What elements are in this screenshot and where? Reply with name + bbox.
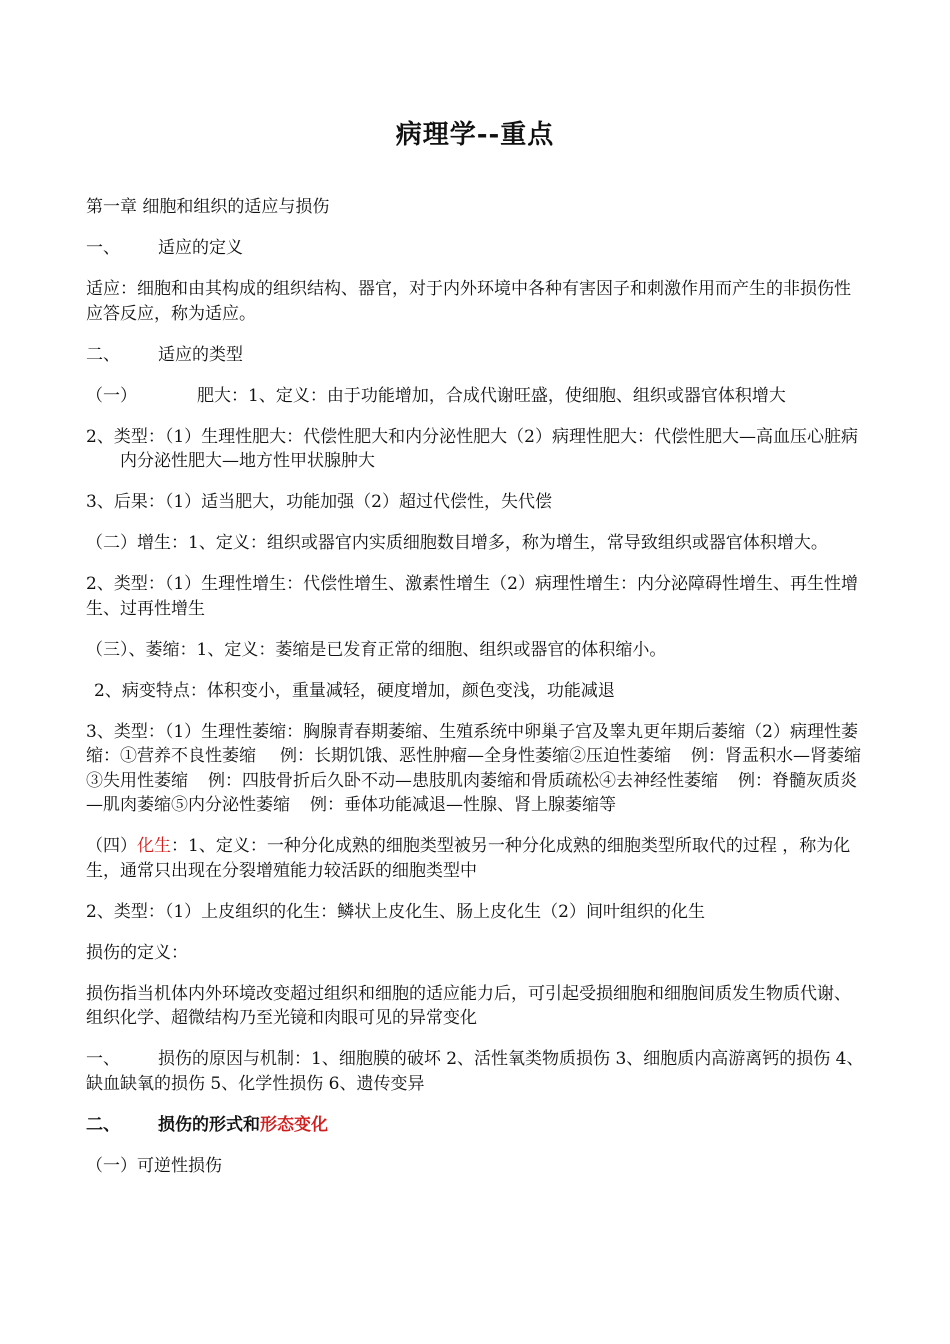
atrophy-definition: （三）、萎缩：1、定义：萎缩是已发育正常的细胞、组织或器官的体积缩小。 xyxy=(86,639,667,660)
hyperplasia-definition: （二）增生：1、定义：组织或器官内实质细胞数目增多，称为增生，常导致组织或器官体积增大。 xyxy=(86,533,828,553)
document-body xyxy=(86,195,866,1195)
item-text: 肥大：1、定义：由于功能增加，合成代谢旺盛，使细胞、组织或器官体积增大 xyxy=(197,385,786,406)
atrophy-features: 2、病变特点：体积变小，重量减轻，硬度增加，颜色变浅，功能减退 xyxy=(94,680,615,701)
item-text: ：1、定义：一种分化成熟的细胞类型被另一种分化成熟的细胞类型所取代的过程 ，称为化生，通常只出现在分裂增殖能力较活跃的细胞类型中 xyxy=(86,836,851,881)
hyperplasia-types: 2、类型：（1）生理性增生：代偿性增生、激素性增生（2）病理性增生：内分泌障碍性增生、再生性增生、过再性增生 xyxy=(86,574,858,619)
highlight-text: 化生 xyxy=(137,836,171,856)
item-text: 例：四肢骨折后久卧不动—患肢肌肉萎缩和骨质疏松④去神经性萎缩 xyxy=(208,770,718,791)
section-title: 损伤的形式和 xyxy=(158,1114,260,1135)
adaptation-definition: 适应：细胞和由其构成的组织结构、器官，对于内外环境中各种有害因子和刺激作用而产生的非损伤性应答反应，称为适应。 xyxy=(86,279,851,324)
section-adapt-types-heading xyxy=(86,343,866,368)
page-title: 病理学--重点 xyxy=(395,120,555,150)
reversible-injury-heading: （一）可逆性损伤 xyxy=(86,1155,222,1176)
section-number: 二、 xyxy=(86,344,120,365)
hypertrophy-result: 3、后果：（1）适当肥大，功能加强（2）超过代偿性，失代偿 xyxy=(86,492,552,512)
section-number: 一、 xyxy=(86,1049,120,1069)
injury-definition-heading: 损伤的定义： xyxy=(86,942,188,963)
item-label: （一） xyxy=(86,385,137,406)
item-text: 3、类型：（1）生理性萎缩：胸腺青春期萎缩、生殖系统中卵巢子宫及睾丸更年期后萎缩（2）病理性萎缩：①营养不良性萎缩 xyxy=(86,721,858,766)
item-text: 例：肾盂积水—肾萎缩 ③失用性萎缩 xyxy=(86,746,861,791)
item-text: 2、类型：（1）生理性肥大：代偿性肥大和内分泌性肥大（2）病理性肥大：代偿性肥大—高血压心脏病 xyxy=(86,426,858,447)
section-title: 适应的类型 xyxy=(158,344,243,365)
item-text: 例：脊髓灰质炎—肌肉萎缩⑤内分泌性萎缩 xyxy=(86,770,857,815)
item-text: 例：垂体功能减退—性腺、肾上腺萎缩等 xyxy=(310,795,616,815)
highlight-text: 形态变化 xyxy=(260,1114,328,1135)
hypertrophy-definition xyxy=(86,384,866,409)
section-number: 一、 xyxy=(86,238,120,258)
metaplasia-definition xyxy=(86,834,866,883)
hypertrophy-types xyxy=(86,425,866,474)
section-title: 适应的定义 xyxy=(158,238,243,258)
section-number: 二、 xyxy=(86,1114,120,1135)
chapter-heading: 第一章 细胞和组织的适应与损伤 xyxy=(86,197,330,217)
item-label: （四） xyxy=(86,836,137,856)
injury-forms-heading xyxy=(86,1113,866,1138)
injury-definition: 损伤指当机体内外环境改变超过组织和细胞的适应能力后，可引起受损细胞和细胞间质发生物质代谢、组织化学、超微结构乃至光镜和肉眼可见的异常变化 xyxy=(86,983,851,1028)
injury-causes xyxy=(86,1047,866,1096)
section-adapt-def-heading xyxy=(86,236,866,261)
atrophy-types xyxy=(86,720,866,818)
item-text: 例：长期饥饿、恶性肿瘤—全身性萎缩②压迫性萎缩 xyxy=(280,746,671,766)
metaplasia-types: 2、类型：（1）上皮组织的化生：鳞状上皮化生、肠上皮化生（2）间叶组织的化生 xyxy=(86,901,705,922)
item-text: 内分泌性肥大—地方性甲状腺肿大 xyxy=(120,451,375,471)
item-text: 损伤的原因与机制：1、细胞膜的破坏 2、活性氧类物质损伤 3、细胞质内高游离钙的损伤 4、缺血缺氧的损伤 5、化学性损伤 6、遗传变异 xyxy=(86,1049,864,1094)
